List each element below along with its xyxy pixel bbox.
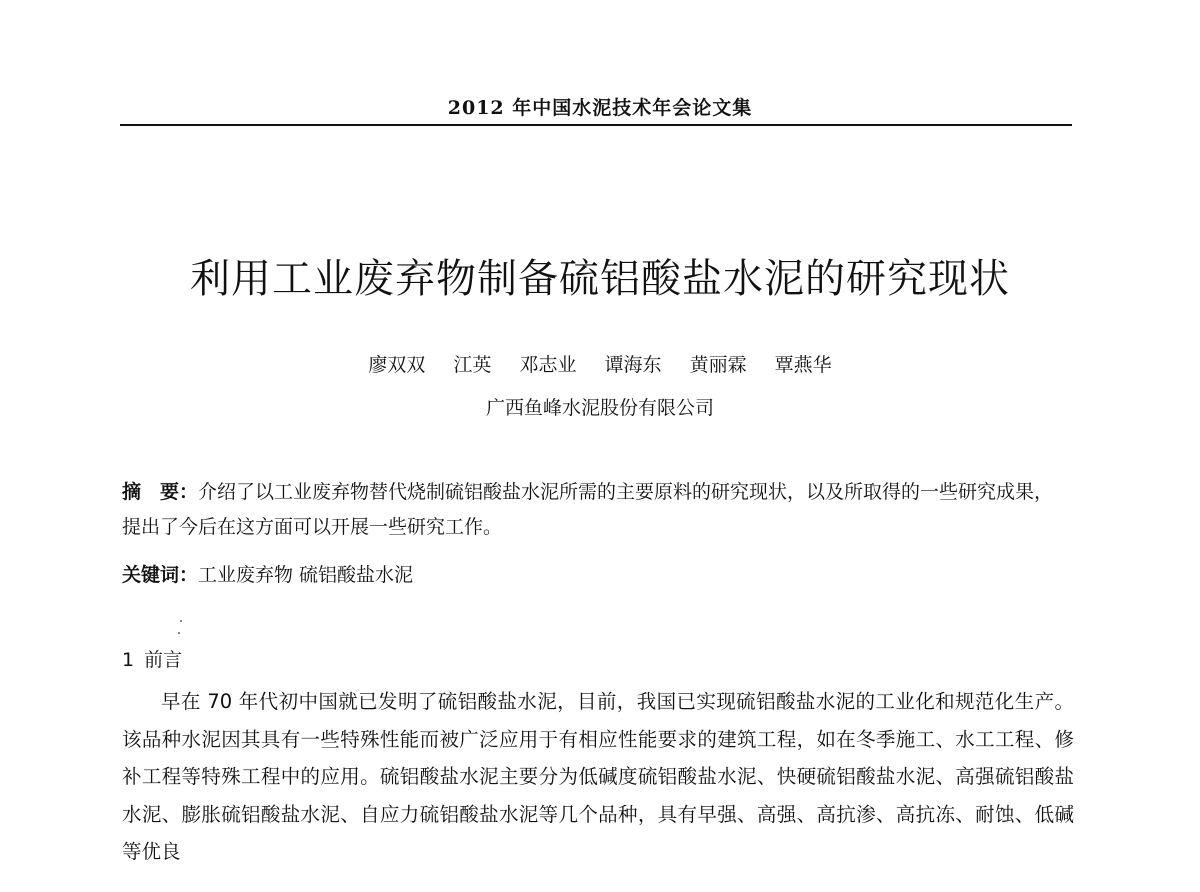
abstract-label: 摘 要：	[122, 481, 199, 503]
keywords-text: 工业废弃物 硫铝酸盐水泥	[198, 564, 414, 586]
section-heading	[122, 645, 182, 672]
author-name: 覃燕华	[774, 354, 832, 376]
body-paragraph: 早在 70 年代初中国就已发明了硫铝酸盐水泥，目前，我国已实现硫铝酸盐水泥的工业化和规范化生产。该品种水泥因其具有一些特殊性能而被广泛应用于有相应性能要求的建筑工程，如在冬季施工、水工工程、修补工程等特殊工程中的应用。硫铝酸盐水泥主要分为低碱度硫铝酸盐水泥、快硬硫铝酸盐水泥、高强硫铝酸盐水泥、膨胀硫铝酸盐水泥、自应力硫铝酸盐水泥等几个品种，具有早强、高强、高抗渗、高抗冻、耐蚀、低碱等优良	[122, 690, 1074, 863]
section-number: 1	[122, 649, 135, 671]
author-name: 邓志业	[519, 354, 577, 376]
author-name: 江英	[453, 354, 492, 376]
keywords	[122, 560, 1072, 590]
abstract-text: 介绍了以工业废弃物替代烧制硫铝酸盐水泥所需的主要原料的研究现状，以及所取得的一些研究成果，提出了今后在这方面可以开展一些研究工作。	[122, 481, 1054, 538]
scan-speck	[178, 632, 180, 634]
affiliation: 广西鱼峰水泥股份有限公司	[485, 397, 714, 419]
author-name: 谭海东	[604, 354, 662, 376]
paper-title: 利用工业废弃物制备硫铝酸盐水泥的研究现状	[190, 256, 1010, 302]
keywords-label: 关键词：	[122, 564, 199, 586]
author-list	[0, 350, 1200, 377]
header-rule	[120, 124, 1072, 126]
scan-speck	[180, 620, 182, 622]
author-name: 黄丽霖	[689, 354, 747, 376]
abstract	[122, 475, 1072, 545]
author-name: 廖双双	[368, 354, 426, 376]
running-header: 2012 年中国水泥技术年会论文集	[447, 97, 753, 119]
section-title: 前言	[144, 649, 183, 671]
